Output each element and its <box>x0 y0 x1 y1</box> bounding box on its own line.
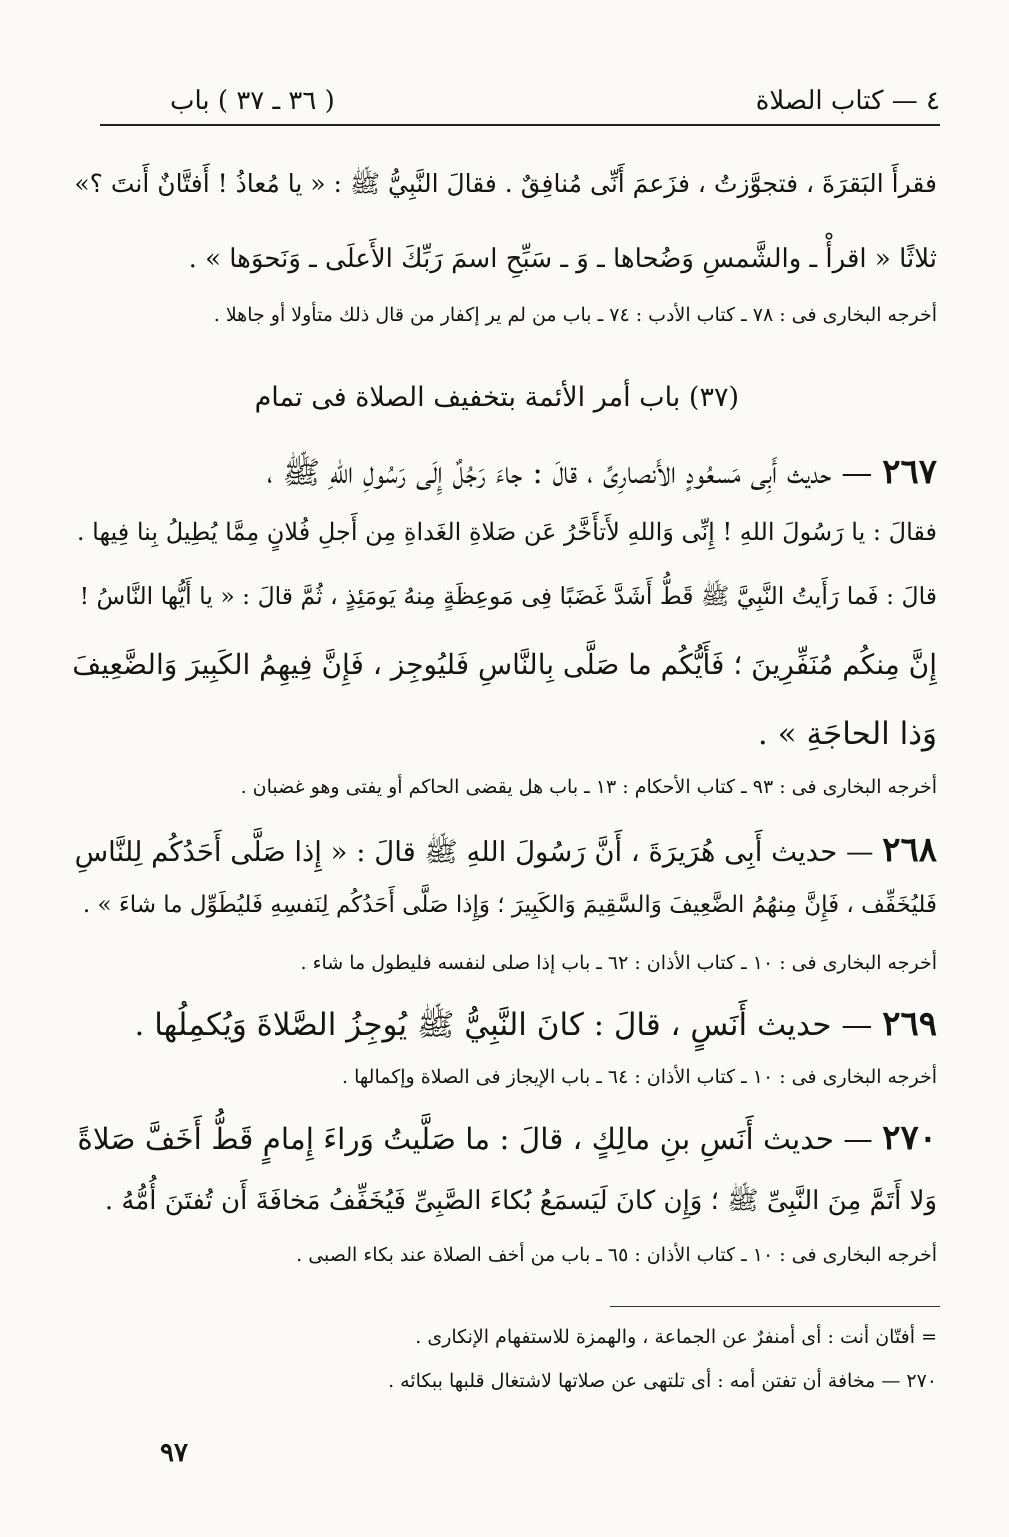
hadith-267-line <box>267 452 937 499</box>
hadith-text: قالَ : فَما رَأَيتُ النَّبِيَّ ﷺ قَطُّ أَشَدَّ غَضَبًا فِى مَوعِظَةٍ مِنهُ يَومَئِذٍ ، ثُمَّ قالَ : « يا أَيُّها النَّاسُ ! <box>79 582 937 610</box>
hadith-text: فقالَ : يا رَسُولَ اللهِ ! إِنِّى وَاللهِ لأَتأَخَّرُ عَن صَلاةِ الغَداةِ مِن أَجلِ فُلانٍ مِمَّا يُطِيلُ بِنا فِيها . <box>76 518 937 546</box>
hadith-text: — حديث أَنَسٍ ، قالَ : كانَ النَّبِيُّ ﷺ يُوجِزُ الصَّلاةَ وَيُكمِلُها . <box>134 1007 873 1043</box>
hadith-text: — حديث أَنَسِ بنِ مالِكٍ ، قالَ : ما صَلَّيتُ وَراءَ إِمامٍ قَطُّ أَخَفَّ صَلاةً <box>77 1122 873 1156</box>
header-rule <box>100 124 940 126</box>
footnote: = أفتّان أنت : أى أمنفرٌ عن الجماعة ، والهمزة للاستفهام الإنكارى . <box>415 1326 937 1348</box>
text-line: فقرأَ البَقرَةَ ، فتجوَّزتُ ، فزَعمَ أَنِّى مُنافِقٌ . فقالَ النَّبِيُّ ﷺ : « يا مُعاذُ ! أَفتَّانٌ أَنتَ ؟» <box>74 169 937 198</box>
hadith-268-line <box>75 830 937 875</box>
hadith-number: ٢٦٨ <box>882 830 937 870</box>
header-chapter: ( ٣٦ ـ ٣٧ ) باب <box>170 86 335 116</box>
takhrij-line: أخرجه البخارى فى : ٩٣ ـ كتاب الأحكام : ١٣ ـ باب هل يقضى الحاكم أو يفتى وهو غضبان . <box>240 776 937 798</box>
hadith-number: ٢٦٩ <box>882 1004 937 1044</box>
hadith-text: فَليُخَفِّف ، فَإِنَّ مِنهُمُ الضَّعِيفَ وَالسَّقِيمَ وَالكَبِيرَ ؛ وَإِذا صَلَّى أَحَدُكُم لِنَفسِهِ فَليُطَوِّل ما شاءَ » . <box>82 892 937 918</box>
text-line: ثلاثًا « اقرأْ ـ والشَّمسِ وَضُحاها ـ وَ ـ سَبِّحِ اسمَ رَبِّكَ الأَعلَى ـ وَنَحوَها » . <box>188 244 937 274</box>
hadith-270-line <box>77 1118 937 1158</box>
hadith-text: وَذا الحاجَةِ » . <box>757 716 937 752</box>
hadith-text: إِنَّ مِنكُم مُنَفِّرِينَ ؛ فَأَيُّكُم ما صَلَّى بِالنَّاسِ فَليُوجِز ، فَإِنَّ فِيهِمُ الكَبِيرَ وَالضَّعِيفَ <box>72 648 937 681</box>
takhrij-line: أخرجه البخارى فى : ١٠ ـ كتاب الأذان : ٦٢ ـ باب إذا صلى لنفسه فليطول ما شاء . <box>300 952 937 974</box>
takhrij-line: أخرجه البخارى فى : ١٠ ـ كتاب الأذان : ٦٥ ـ باب من أخف الصلاة عند بكاء الصبى . <box>296 1244 937 1266</box>
running-header <box>100 86 940 122</box>
hadith-number: ٢٦٧ <box>882 452 937 492</box>
footnote-rule <box>610 1306 940 1307</box>
takhrij-line: أخرجه البخارى فى : ٧٨ ـ كتاب الأدب : ٧٤ ـ باب من لم ير إكفار من قال ذلك متأولا أو جاهلا . <box>213 304 937 326</box>
hadith-text: — حديث أَبِى هُرَيرَةَ ، أَنَّ رَسُولَ اللهِ ﷺ قالَ : « إِذا صَلَّى أَحَدُكُم لِلنَّاسِ <box>74 836 874 868</box>
page-number: ٩٧ <box>160 1438 188 1468</box>
hadith-text: — حديث أَبِى مَسعُودٍ الأَنصارِىِّ ، قالَ : جاءَ رَجُلٌ إِلَى رَسُولِ اللهِ ﷺ ، <box>266 455 873 491</box>
hadith-text: وَلا أَتَمَّ مِنَ النَّبِىِّ ﷺ ؛ وَإِن كانَ لَيَسمَعُ بُكاءَ الصَّبِىِّ فَيُخَفِّفُ مَخافَةَ أَن تُفتَنَ أُمُّهُ . <box>104 1186 937 1216</box>
footnote: ٢٧٠ — مخافة أن تفتن أمه : أى تلتهى عن صلاتها لاشتغال قلبها ببكائه . <box>388 1370 937 1392</box>
header-book-title: ٤ — كتاب الصلاة <box>755 86 940 116</box>
takhrij-line: أخرجه البخارى فى : ١٠ ـ كتاب الأذان : ٦٤ ـ باب الإيجاز فى الصلاة وإكمالها . <box>342 1066 937 1088</box>
hadith-number: ٢٧٠ <box>882 1118 937 1158</box>
section-heading: (٣٧) باب أمر الأئمة بتخفيف الصلاة فى تمام <box>254 382 739 413</box>
hadith-269-line <box>134 1004 937 1051</box>
